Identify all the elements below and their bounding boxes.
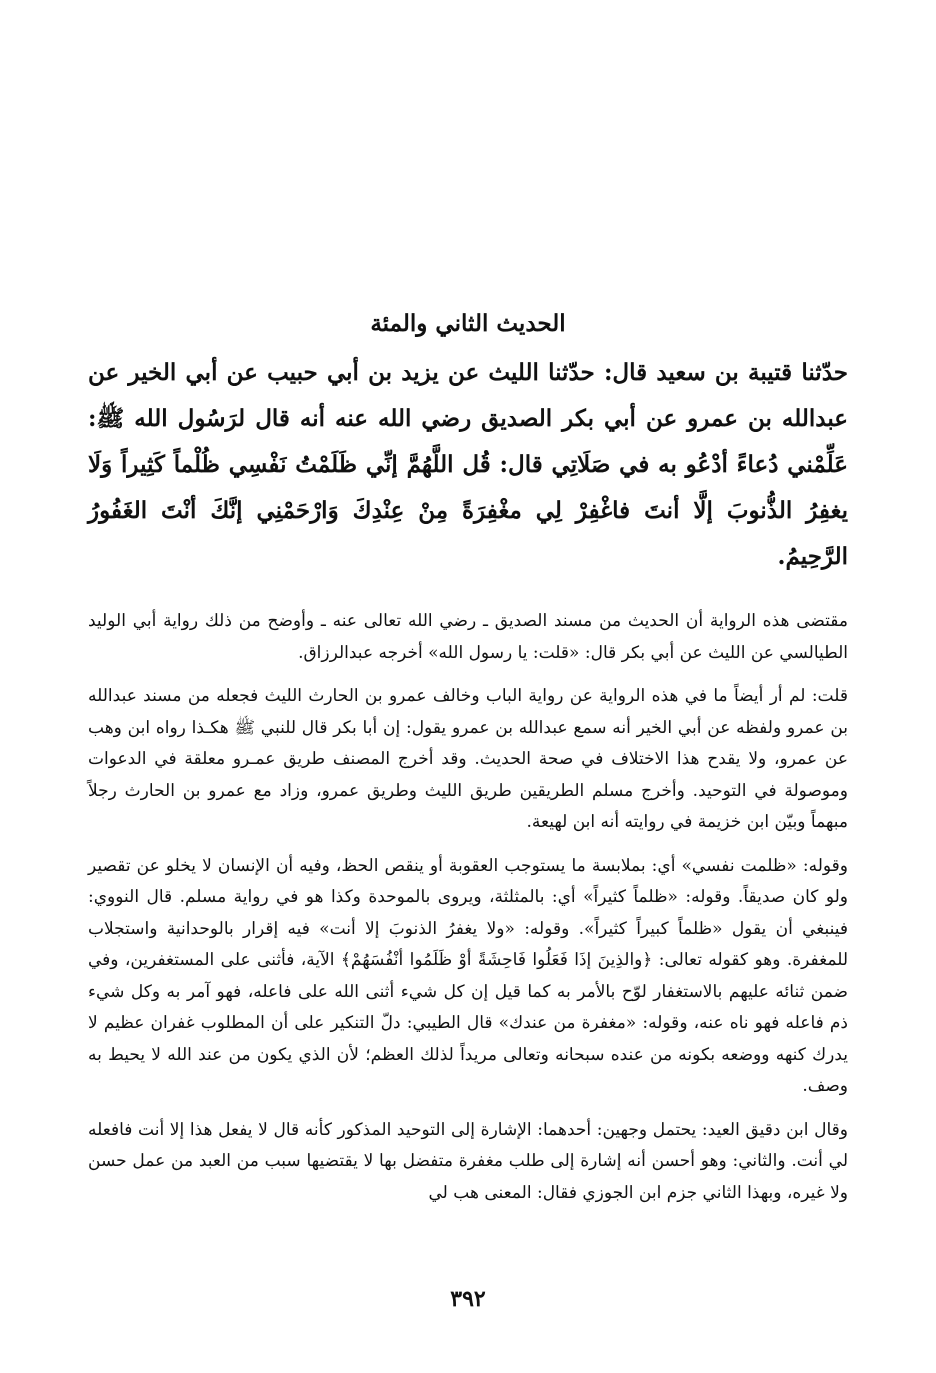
commentary-paragraph-1: مقتضى هذه الرواية أن الحديث من مسند الصديق ـ رضي الله تعالى عنه ـ وأوضح من ذلك رواية أبي الوليد الطيالسي عن الليث عن أبي بكر قال: «قلت: يا رسول الله» أخرجه عبدالرزاق. bbox=[88, 611, 848, 663]
hadith-text: حدّثنا قتيبة بن سعيد قال: حدّثنا الليث عن يزيد بن أبي حبيب عن أبي الخير عن عبدالله بن عمرو عن أبي بكر الصديق رضي الله عنه أنه قال لرَسُول الله ﷺ: عَلِّمْني دُعاءً أدْعُو به في صَلَاتِي قال: قُل اللَّهُمَّ إنِّي ظَلَمْتُ نَفْسِي ظُلْماً كَثِيراً وَلَا يغفِرُ الذُّنوبَ إلَّا أنتَ فاغْفِرْ لِي مغْفِرَةً مِنْ عِنْدِكَ وَارْحَمْنِي إنَّكَ أنْتَ الغَفُورُ الرَّحِيمُ. bbox=[88, 359, 848, 570]
hadith-title: الحديث الثاني والمئة bbox=[370, 310, 566, 337]
page-content bbox=[88, 300, 848, 1221]
commentary-paragraph-2: قلت: لم أر أيضاً ما في هذه الرواية عن رواية الباب وخالف عمرو بن الحارث الليث فجعله من مسند عبدالله بن عمرو ولفظه عن أبي الخير أنه سمع عبدالله بن عمرو يقول: إن أبا بكر قال للنبي ﷺ هكـذا رواه ابن وهب عن عمرو، ولا يقدح هذا الاختلاف في صحة الحديث. وقد أخرج المصنف طريق عمـرو معلقة في الدعوات وموصولة في التوحيد. وأخرج مسلم الطريقين طريق الليث وطريق عمرو، وزاد مع عمرو بن الحارث رجلاً مبهماً وبيّن ابن خزيمة في روايته أنه ابن لهيعة. bbox=[88, 686, 848, 832]
commentary-paragraph-4: وقال ابن دقيق العيد: يحتمل وجهين: أحدهما: الإشارة إلى التوحيد المذكور كأنه قال لا يفعل هذا إلا أنت فافعله لي أنت. والثاني: وهو أحسن أنه إشارة إلى طلب مغفرة متفضل بها لا يقتضيها سبب من العبد من عمل حسن ولا غيره، وبهذا الثاني جزم ابن الجوزي فقال: المعنى هب لي bbox=[88, 1119, 848, 1203]
page-number: ٣٩٢ bbox=[450, 1286, 486, 1312]
commentary-paragraph-3: وقوله: «ظلمت نفسي» أي: بملابسة ما يستوجب العقوبة أو ينقص الحظ، وفيه أن الإنسان لا يخلو عن تقصير ولو كان صديقاً. وقوله: «ظلماً كثيراً» أي: بالمثلثة، ويروى بالموحدة وكذا هو في رواية مسلم. قال النووي: فينبغي أن يقول «ظلماً كبيراً كثيراً». وقوله: «ولا يغفرُ الذنوبَ إلا أنت» فيه إقرار بالوحدانية واستجلاب للمغفرة. وهو كقوله تعالى: ﴿والذِينَ إذَا فَعَلُوا فَاحِشَةً أوْ ظَلَمُوا أنْفُسَهُمْ﴾ الآية، فأثنى على المستغفرين، وفي ضمن ثنائه عليهم بالاستغفار لوّح بالأمر به كما قيل إن كل شيء أثنى الله على فاعله، فهو آمر به وكل شيء ذم فاعله فهو ناه عنه، وقوله: «مغفرة من عندك» قال الطيبي: دلّ التنكير على أن المطلوب غفران عظيم لا يدرك كنهه ووضعه بكونه من عنده سبحانه وتعالى مريداً لذلك العظم؛ لأن الذي يكون من عند الله لا يحيط به وصف. bbox=[88, 855, 848, 1096]
